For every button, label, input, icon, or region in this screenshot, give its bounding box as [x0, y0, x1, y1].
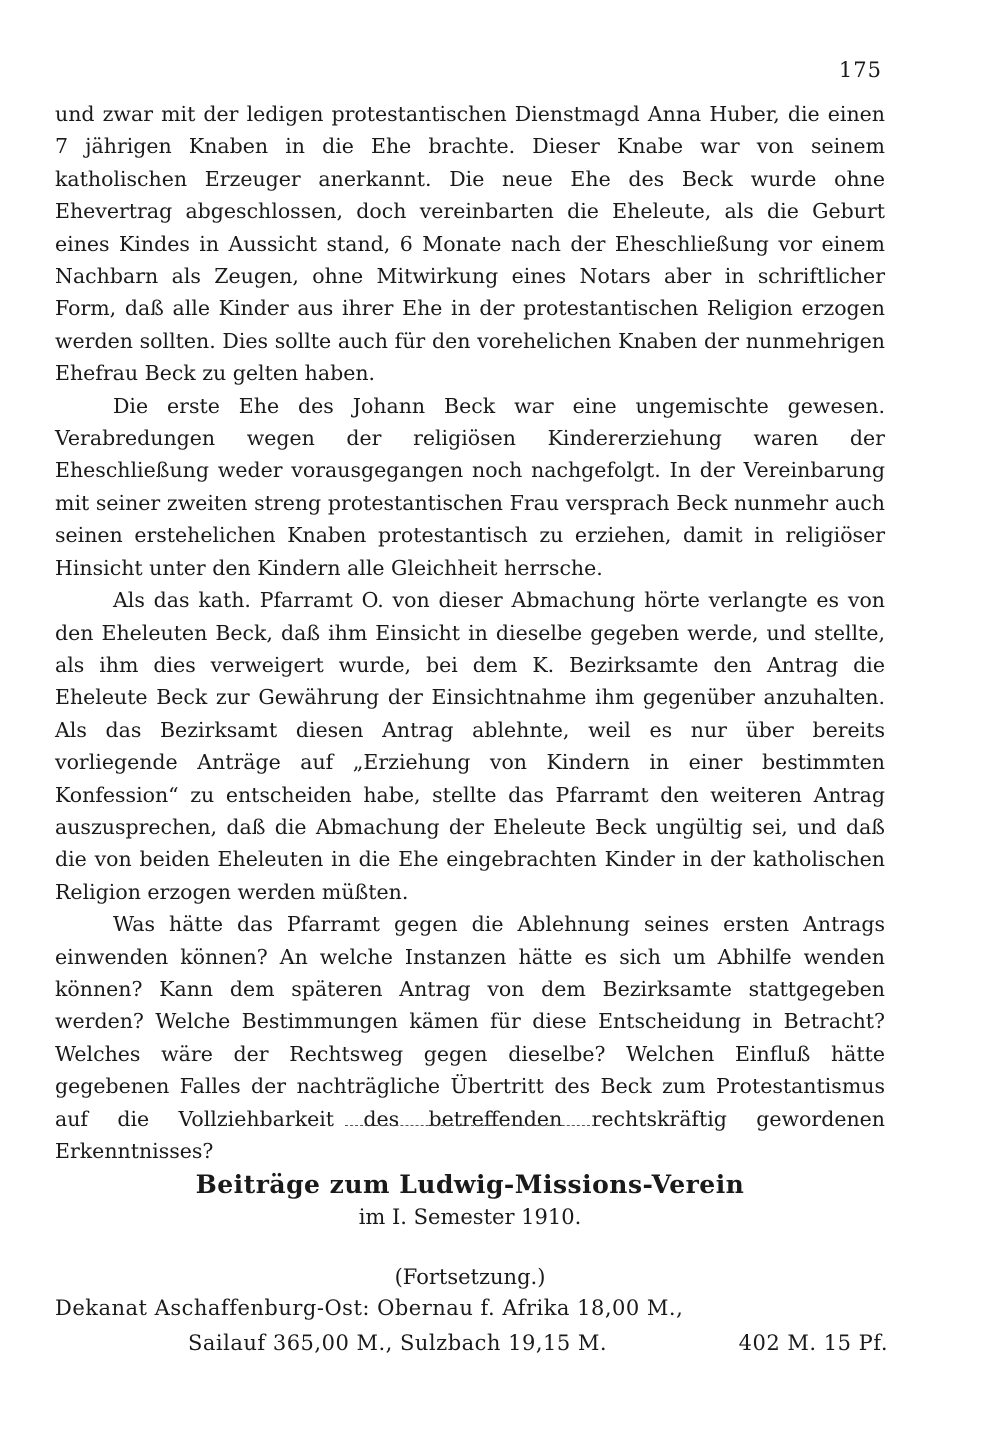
paragraph-2: Die erste Ehe des Johann Beck war eine ungemischte gewesen. Verabredungen wegen der religiösen Kindererziehung waren der Eheschließung weder vorausgegangen noch nachgefolgt. In der Vereinbarung mit seiner zweiten streng protestantischen Frau versprach Beck nunmehr auch seinen erstehelichen Knaben protestantisch zu erziehen, damit in religiöser Hinsicht unter den Kindern alle Gleichheit herrsche.: [55, 393, 885, 580]
body-text: [55, 98, 885, 1167]
section-subtitle: im I. Semester 1910.: [358, 1205, 582, 1229]
paragraph-1: und zwar mit der ledigen protestantischen Dienstmagd Anna Huber, die einen 7 jährigen Knaben in die Ehe brachte. Dieser Knabe war von seinem katholischen Erzeuger anerkannt. Die neue Ehe des Beck wurde ohne Ehevertrag abgeschlossen, doch vereinbarten die Eheleute, als die Geburt eines Kindes in Aussicht stand, 6 Monate nach der Eheschließung vor einem Nachbarn als Zeugen, ohne Mitwirkung eines Notars aber in schriftlicher Form, daß alle Kinder aus ihrer Ehe in der protestantischen Religion erzogen werden sollten. Dies sollte auch für den vorehelichen Knaben der nunmehrigen Ehefrau Beck zu gelten haben.: [55, 102, 885, 386]
page-number: 175: [838, 58, 882, 82]
section-divider: [345, 1125, 600, 1126]
section-heading: [0, 1170, 940, 1229]
entry-line-1: Dekanat Aschaffenburg-Ost: Obernau f. Afrika 18,00 M.,: [55, 1296, 684, 1320]
section-title: Beiträge zum Ludwig-Missions-Verein: [195, 1170, 745, 1199]
entry-total: 402 M. 15 Pf.: [738, 1331, 888, 1355]
paragraph-4: Was hätte das Pfarramt gegen die Ablehnung seines ersten Antrags einwenden können? An welche Instanzen hätte es sich um Abhilfe wenden können? Kann dem späteren Antrag von dem Bezirksamte stattgegeben werden? Welche Bestimmungen kämen für diese Entscheidung in Betracht? Welches wäre der Rechtsweg gegen dieselbe? Welchen Einfluß hätte gegebenen Falles der nachträgliche Übertritt des Beck zum Protestantismus auf die Vollziehbarkeit des betreffenden rechtskräftig gewordenen Erkenntnisses?: [55, 912, 885, 1163]
continued-note: (Fortsetzung.): [394, 1265, 546, 1289]
paragraph-3: Als das kath. Pfarramt O. von dieser Abmachung hörte verlangte es von den Eheleuten Beck, daß ihm Einsicht in dieselbe gegeben werde, und stellte, als ihm dies verweigert wurde, bei dem K. Bezirksamte den Antrag die Eheleute Beck zur Gewährung der Einsichtnahme ihm gegenüber anzuhalten. Als das Bezirksamt diesen Antrag ablehnte, weil es nur über bereits vorliegende Anträge auf „Erziehung von Kindern in einer bestimmten Konfession“ zu entscheiden habe, stellte das Pfarramt den weiteren Antrag auszusprechen, daß die Abmachung der Eheleute Beck ungültig sei, und daß die von beiden Eheleuten in die Ehe eingebrachten Kinder in der katholischen Religion erzogen werden müßten.: [55, 588, 885, 904]
entry-line-2: Sailauf 365,00 M., Sulzbach 19,15 M.: [188, 1331, 608, 1355]
